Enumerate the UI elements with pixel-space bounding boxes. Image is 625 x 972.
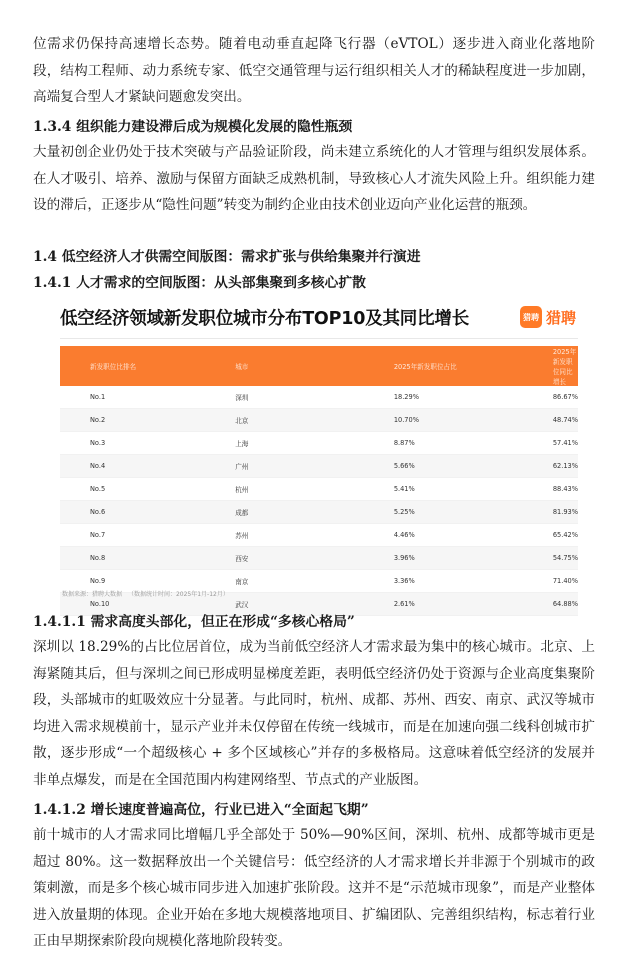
- city-cell: 杭州: [195, 478, 332, 501]
- intro-paragraph: 位需求仍保持高速增长态势。随着电动垂直起降飞行器（eVTOL）逐步进入商业化落地阶段，结构工程师、动力系统专家、低空交通管理与运行组织相关人才的稀缺程度进一步加剧，高端复合型人才紧缺问题愈发突出。: [33, 36, 595, 106]
- liepin-logo: [520, 306, 576, 328]
- share-cell: 8.87%: [332, 432, 493, 455]
- growth-cell: 81.93%: [493, 501, 578, 524]
- growth-cell: 54.75%: [493, 547, 578, 570]
- rank-cell: No.6: [60, 501, 195, 524]
- section-1-3-4-heading: 1.3.4 组织能力建设滞后成为规模化发展的隐性瓶颈: [33, 119, 353, 135]
- rank-cell: No.5: [60, 478, 195, 501]
- section-1-4-1-heading: 1.4.1 人才需求的空间版图：从头部集聚到多核心扩散: [33, 275, 366, 291]
- table-row: [60, 547, 578, 570]
- growth-cell: 88.43%: [493, 478, 578, 501]
- city-cell: 深圳: [195, 386, 332, 409]
- rank-cell: No.8: [60, 547, 195, 570]
- section-1-4-1-2-body: 前十城市的人才需求同比增幅几乎全部处于 50%—90%区间，深圳、杭州、成都等城市更是超过 80%。这一数据释放出一个关键信号：低空经济的人才需求增长并非源于个别城市的政策刺激，而是多个核心城市同步进入加速扩张阶段。这并不是“示范城市现象”，而是产业整体进入放量期的体现。企业开始在多地大规模落地项目、扩编团队、完善组织结构，标志着行业正由早期探索阶段向规模化落地阶段转变。: [33, 827, 595, 950]
- liepin-logo-text: 猎聘: [545, 308, 576, 327]
- column-header-share: 2025年新发职位占比: [332, 346, 493, 386]
- city-cell: 广州: [195, 455, 332, 478]
- figure-source: [62, 589, 233, 598]
- growth-cell: 62.13%: [493, 455, 578, 478]
- growth-cell: 71.40%: [493, 570, 578, 593]
- city-table: [60, 346, 578, 616]
- table-row: [60, 409, 578, 432]
- figure-divider: [60, 338, 578, 339]
- share-cell: 3.96%: [332, 547, 493, 570]
- share-cell: 2.61%: [332, 593, 493, 616]
- growth-cell: 65.42%: [493, 524, 578, 547]
- rank-cell: No.10: [60, 593, 195, 616]
- table-row: [60, 455, 578, 478]
- column-header-city: 城市: [195, 346, 332, 386]
- section-1-4-1-2-heading: 1.4.1.2 增长速度普遍高位，行业已进入“全面起飞期”: [33, 802, 369, 818]
- rank-cell: No.9: [60, 570, 195, 593]
- rank-cell: No.3: [60, 432, 195, 455]
- growth-cell: 64.88%: [493, 593, 578, 616]
- section-1-3-4-body: 大量初创企业仍处于技术突破与产品验证阶段，尚未建立系统化的人才管理与组织发展体系。在人才吸引、培养、激励与保留方面缺乏成熟机制，导致核心人才流失风险上升。组织能力建设的滞后，正逐步从“隐性问题”转变为制约企业由技术创业迈向产业化运营的瓶颈。: [33, 144, 595, 214]
- city-cell: 西安: [195, 547, 332, 570]
- city-cell: 北京: [195, 409, 332, 432]
- table-row: [60, 432, 578, 455]
- section-1-4-heading: 1.4 低空经济人才供需空间版图：需求扩张与供给集聚并行演进: [33, 249, 421, 265]
- share-cell: 3.36%: [332, 570, 493, 593]
- source-period: （数据统计时间：2025年1月-12月）: [127, 591, 229, 598]
- city-cell: 武汉: [195, 593, 332, 616]
- city-distribution-figure: [54, 302, 584, 609]
- figure-title: 低空经济领域新发职位城市分布TOP10及其同比增长: [60, 309, 469, 329]
- column-header-growth: 2025年新发职位同比增长: [493, 346, 578, 386]
- city-cell: 成都: [195, 501, 332, 524]
- share-cell: 5.41%: [332, 478, 493, 501]
- share-cell: 5.25%: [332, 501, 493, 524]
- rank-cell: No.7: [60, 524, 195, 547]
- growth-cell: 86.67%: [493, 386, 578, 409]
- growth-cell: 48.74%: [493, 409, 578, 432]
- column-header-rank: 新发职位比排名: [60, 346, 195, 386]
- share-cell: 4.46%: [332, 524, 493, 547]
- rank-cell: No.2: [60, 409, 195, 432]
- share-cell: 5.66%: [332, 455, 493, 478]
- city-cell: 南京: [195, 570, 332, 593]
- rank-cell: No.4: [60, 455, 195, 478]
- table-header-row: [60, 346, 578, 386]
- section-1-4-1-1-body: 深圳以 18.29%的占比位居首位，成为当前低空经济人才需求最为集中的核心城市。北京、上海紧随其后，但与深圳之间已形成明显梯度差距，表明低空经济仍处于资源与企业高度集聚阶段，头部城市的虹吸效应十分显著。与此同时，杭州、成都、苏州、西安、南京、武汉等城市均进入需求规模前十，显示产业并未仅停留在传统一线城市，而是在加速向强二线科创城市扩散，逐步形成“一个超级核心 + 多个区域核心”并存的多极格局。这意味着低空经济的发展并非单点爆发，而是在全国范围内构建网络型、节点式的产业版图。: [33, 639, 595, 788]
- city-cell: 上海: [195, 432, 332, 455]
- share-cell: 18.29%: [332, 386, 493, 409]
- section-1-4-1-1-heading: 1.4.1.1 需求高度头部化，但正在形成“多核心格局”: [33, 614, 355, 630]
- city-cell: 苏州: [195, 524, 332, 547]
- source-label: 数据来源：猎聘大数据: [62, 591, 123, 598]
- rank-cell: No.1: [60, 386, 195, 409]
- liepin-logo-mark: 猎聘: [520, 306, 542, 328]
- table-row: [60, 478, 578, 501]
- growth-cell: 57.41%: [493, 432, 578, 455]
- table-row: [60, 386, 578, 409]
- table-row: [60, 501, 578, 524]
- share-cell: 10.70%: [332, 409, 493, 432]
- table-row: [60, 524, 578, 547]
